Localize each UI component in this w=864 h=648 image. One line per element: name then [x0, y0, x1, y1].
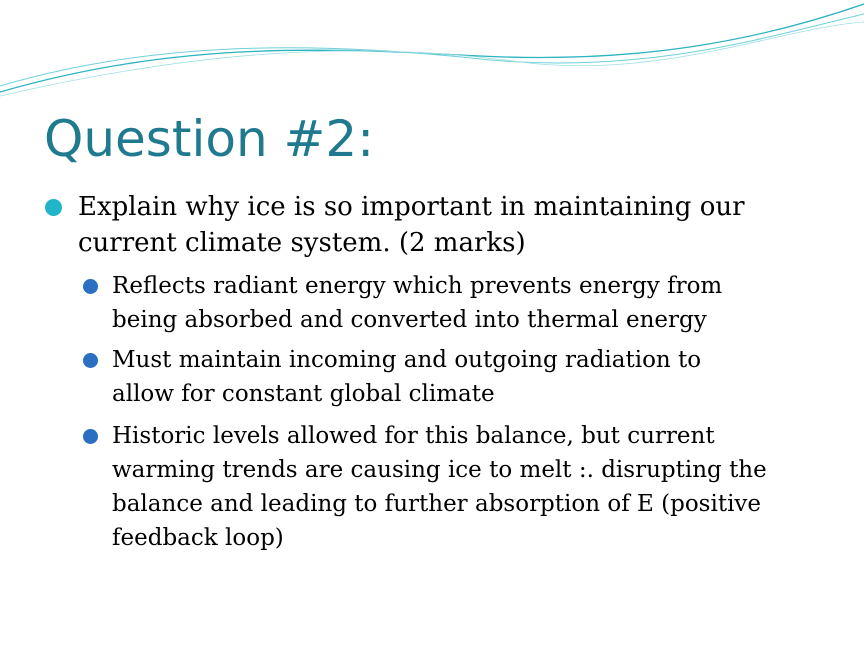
wave-line-3	[0, 22, 864, 96]
main-bullet-text	[78, 189, 838, 261]
sub-bullet-line: balance and leading to further absorption of E (positive	[112, 491, 762, 517]
sub-bullet-line: Historic levels allowed for this balance, but current	[112, 423, 715, 449]
sub-bullet-text	[112, 269, 832, 337]
slide-title: Question #2:	[44, 110, 375, 168]
sub-bullet-dot	[83, 279, 98, 294]
sub-bullet-dot	[83, 353, 98, 368]
bullet-line: Explain why ice is so important in maintaining our	[78, 192, 745, 222]
sub-bullet-line: allow for constant global climate	[112, 381, 495, 407]
sub-bullet-line: Must maintain incoming and outgoing radiation to	[112, 347, 702, 373]
sub-bullet-line: being absorbed and converted into thermal energy	[112, 307, 707, 333]
sub-bullet-line: feedback loop)	[112, 525, 284, 551]
sub-bullet-line: warming trends are causing ice to melt :. disrupting the	[112, 457, 767, 483]
sub-bullet-dot	[83, 429, 98, 444]
sub-bullet-line: Reflects radiant energy which prevents energy from	[112, 273, 723, 299]
bullet-dot	[45, 199, 62, 216]
bullet-line: current climate system. (2 marks)	[78, 228, 526, 258]
sub-bullet-text	[112, 419, 832, 555]
wave-line-2	[0, 14, 864, 86]
wave-line-1	[0, 4, 864, 92]
sub-bullet-text	[112, 343, 832, 411]
decorative-waves	[0, 0, 864, 110]
